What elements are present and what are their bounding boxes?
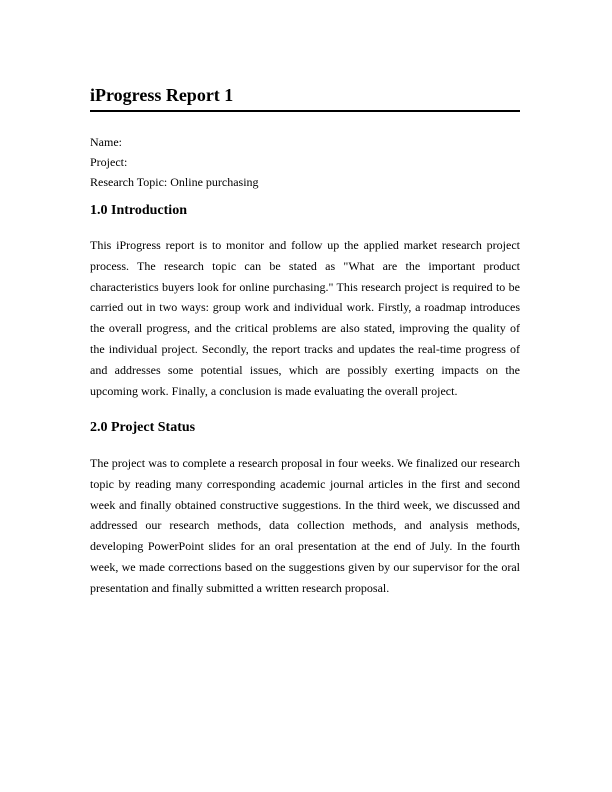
section-heading-project-status: 2.0 Project Status (90, 420, 196, 435)
report-meta (90, 132, 520, 192)
report-title: iProgress Report 1 (90, 85, 234, 105)
project-label: Project: (90, 155, 128, 169)
research-topic: Research Topic: Online purchasing (90, 175, 259, 189)
section-heading-introduction: 1.0 Introduction (90, 203, 187, 218)
name-label: Name: (90, 135, 122, 149)
section-body-project-status: The project was to complete a research proposal in four weeks. We finalized our research topic by reading many corresponding academic journal articles in the first and second week and finally obtained constructive suggestions. In the third week, we discussed and addressed our research methods, data collection methods, and analysis methods, developing PowerPoint slides for an oral presentation at the end of July. In the fourth week, we made corrections based on the suggestions given by our supervisor for the oral presentation and finally submitted a written research proposal. (90, 456, 520, 595)
section-body-introduction: This iProgress report is to monitor and follow up the applied market research project process. The research topic can be stated as "What are the important product characteristics buyers look for online purchasing." This research project is required to be carried out in two ways: group work and individual work. Firstly, a roadmap introduces the overall progress, and the critical problems are also stated, improving the quality of the individual project. Secondly, the report tracks and updates the real-time progress of and addresses some potential issues, which are possibly exerting impacts on the upcoming work. Finally, a conclusion is made evaluating the overall project. (90, 238, 520, 398)
title-divider (90, 110, 520, 112)
